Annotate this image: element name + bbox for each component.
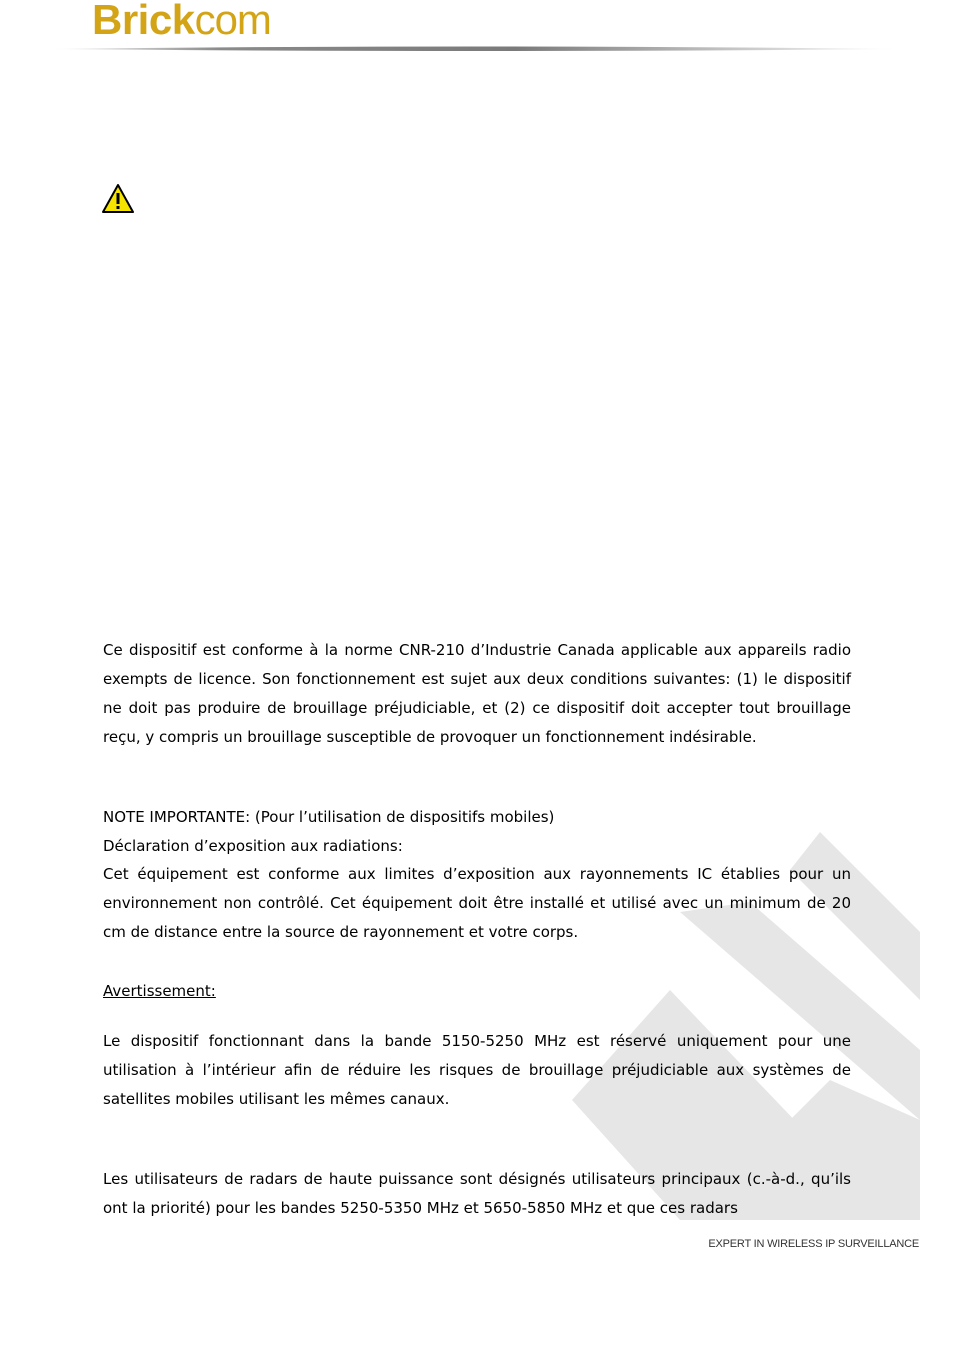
compliance-paragraph: Ce dispositif est conforme à la norme CNR-210 d’Industrie Canada applicable aux appareils radio exempts de licence. Son fonctionnement est sujet aux deux conditions suivantes: (1) le dispositif ne doit pas produire de brouillage préjudiciable, et (2) ce dispositif doit accepter tout brouillage reçu, y compris un brouillage susceptible de provoquer un fonctionnement indésirable.: [103, 641, 851, 746]
footer-tagline: EXPERT IN WIRELESS IP SURVEILLANCE: [708, 1238, 919, 1250]
warning-heading: Avertissement:: [103, 982, 216, 1000]
header-divider: [50, 44, 900, 54]
radar-paragraph: Les utilisateurs de radars de haute puissance sont désignés utilisateurs principaux (c.-à-d., qu’ils ont la priorité) pour les bandes 5250-5350 MHz et 5650-5850 MHz et que ces radars: [103, 1170, 851, 1217]
logo-brick-text: Brick: [92, 0, 195, 43]
declaration-title: Déclaration d’exposition aux radiations:: [103, 837, 403, 855]
note-title: NOTE IMPORTANTE: (Pour l’utilisation de dispositifs mobiles): [103, 808, 555, 826]
brickcom-logo: [92, 0, 271, 43]
warning-triangle-icon: [101, 183, 135, 215]
logo-com-text: com: [194, 0, 271, 43]
band-paragraph: Le dispositif fonctionnant dans la bande 5150-5250 MHz est réservé uniquement pour une utilisation à l’intérieur afin de réduire les risques de brouillage préjudiciable aux systèmes de satellites mobiles utilisant les mêmes canaux.: [103, 1032, 851, 1108]
exposure-paragraph: Cet équipement est conforme aux limites d’exposition aux rayonnements IC établies pour un environnement non contrôlé. Cet équipement doit être installé et utilisé avec un minimum de 20 cm de distance entre la source de rayonnement et votre corps.: [103, 865, 851, 941]
